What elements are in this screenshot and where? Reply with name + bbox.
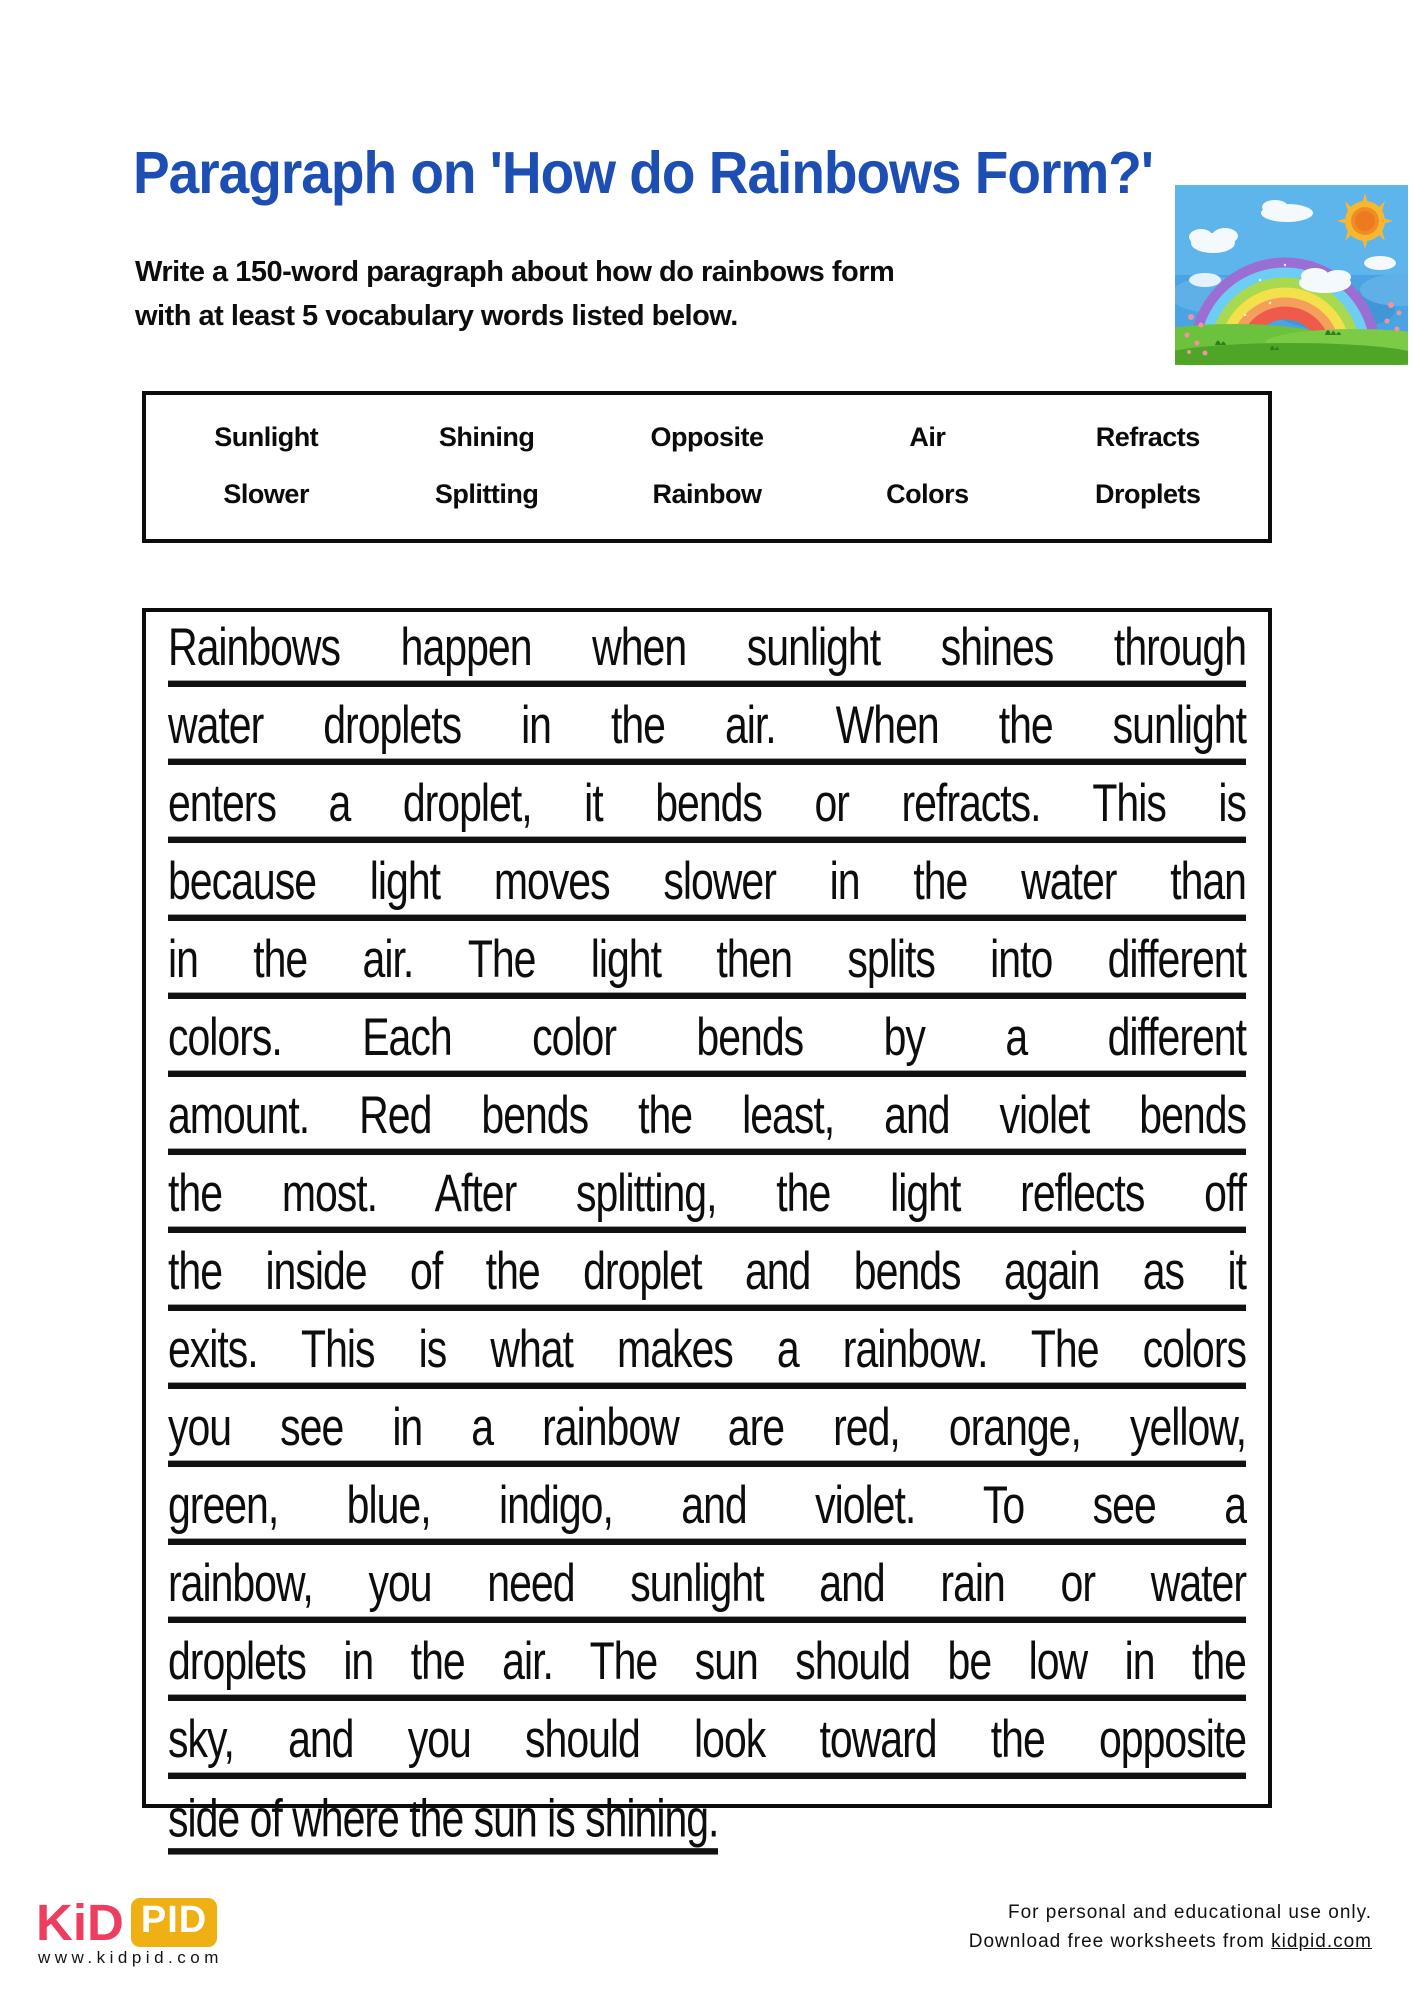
footer-usage-note [969, 1898, 1372, 1956]
vocab-word-refracts: Refracts [1095, 422, 1200, 452]
vocab-word-splitting: Splitting [434, 479, 539, 509]
kidpid-website-url: www.kidpid.com [38, 1948, 223, 1967]
vocab-word-rainbow: Rainbow [652, 479, 762, 509]
vocab-word-droplets: Droplets [1095, 479, 1201, 509]
paragraph-line: enters a droplet, it bends or refracts. This is [168, 775, 1246, 843]
paragraph-line: colors. Each color bends by a different [168, 1009, 1246, 1077]
paragraph-line: water droplets in the air. When the sunlight [168, 697, 1246, 765]
paragraph-line: the most. After splitting, the light reflects off [168, 1165, 1246, 1233]
paragraph-line: droplets in the air. The sun should be low in the [168, 1633, 1246, 1701]
paragraph-line: green, blue, indigo, and violet. To see a [168, 1477, 1246, 1545]
footer-note-line-2 [969, 1927, 1372, 1956]
paragraph-line-last [168, 1791, 1246, 1852]
page-title: Paragraph on 'How do Rainbows Form?' [133, 139, 1153, 207]
vocab-word-colors: Colors [886, 479, 969, 509]
vocab-word-slower: Slower [223, 479, 309, 509]
vocab-word-shining: Shining [438, 422, 535, 452]
vocabulary-box [142, 391, 1272, 543]
paragraph-line: amount. Red bends the least, and violet bends [168, 1087, 1246, 1155]
footer-note-line-1: For personal and educational use only. [1007, 1902, 1372, 1923]
paragraph-line: the inside of the droplet and bends again as it [168, 1243, 1246, 1311]
paragraph-line: sky, and you should look toward the opposite [168, 1711, 1246, 1779]
footer-note-line-2-prefix: Download free worksheets from [968, 1931, 1272, 1952]
paragraph-line: because light moves slower in the water than [168, 853, 1246, 921]
kidpid-logo [36, 1893, 217, 1952]
paragraph-line: Rainbows happen when sunlight shines through [168, 619, 1246, 687]
rainbow-scene-illustration [1175, 185, 1408, 365]
paragraph-line: rainbow, you need sunlight and rain or water [168, 1555, 1246, 1623]
paragraph-answer-box [142, 608, 1272, 1849]
kidpid-logo-pid-badge: PID [131, 1898, 217, 1947]
paragraph-line: you see in a rainbow are red, orange, yellow, [168, 1399, 1246, 1467]
instructions-line-1: Write a 150-word paragraph about how do rainbows form [135, 256, 895, 288]
vocab-word-opposite: Opposite [650, 422, 764, 452]
paragraph-line-last-text: side of where the sun is shining. [168, 1789, 718, 1854]
kidpid-logo-kid-text: KiD [36, 1894, 124, 1951]
kidpid-com-link[interactable]: kidpid.com [1271, 1931, 1372, 1952]
vocab-word-air: Air [909, 422, 946, 452]
instructions-text [135, 250, 894, 338]
vocab-word-sunlight: Sunlight [214, 422, 319, 452]
paragraph-line: exits. This is what makes a rainbow. The colors [168, 1321, 1246, 1389]
paragraph-line: in the air. The light then splits into different [168, 931, 1246, 999]
instructions-line-2: with at least 5 vocabulary words listed below. [135, 300, 738, 332]
